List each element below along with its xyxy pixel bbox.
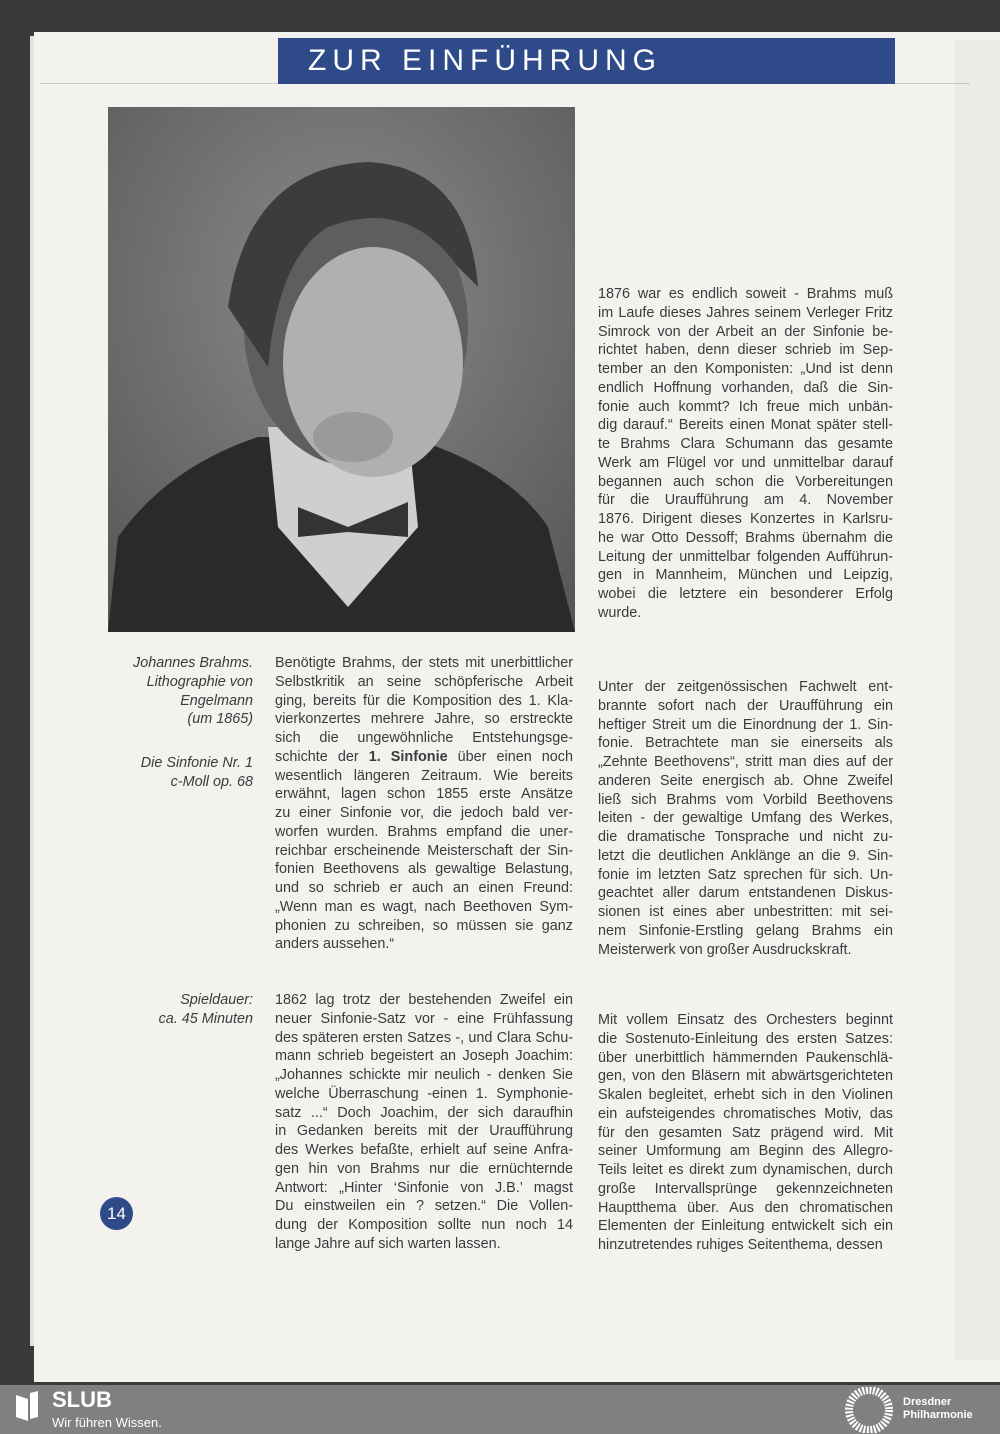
philharmonie-sun-icon (843, 1387, 895, 1433)
text-line: gen, von den Bläsern mit abwärtsgerichteten (598, 1068, 893, 1085)
text-segment: über einen noch (447, 748, 573, 765)
text-line: Meisterwerk von großer Ausdruckskraft. (598, 941, 852, 958)
page-number-badge: 14 (100, 1197, 133, 1230)
text-line: lange Jahre auf sich warten lassen. (275, 1235, 501, 1252)
photo-caption (100, 654, 253, 729)
text-line: die Sostenuto-Einleitung des ersten Satzes: (598, 1030, 893, 1047)
text-line: Mit vollem Einsatz des Orchesters beginnt (598, 1012, 893, 1028)
caption-line: (um 1865) (187, 711, 253, 728)
text-segment: vierkonzertes mehrere Jahre, so erstreckte (275, 711, 573, 728)
left-paragraph-2 (275, 991, 573, 1254)
text-line: geachtet aller darum entstandenen Diskus- (598, 885, 893, 902)
text-line (275, 767, 573, 786)
text-segment: ging, bereits für die Komposition des 1. Kla- (275, 692, 573, 709)
philharmonie-logo-text (903, 1396, 973, 1422)
text-segment: Benötigte Brahms, der stets mit unerbittlicher (275, 655, 573, 671)
text-line: leiten - der gewaltige Umfang des Werkes, (598, 810, 893, 827)
text-segment: fonien Beethovens als gewaltige Belastung, (275, 861, 573, 878)
duration-caption (100, 991, 253, 1029)
section-title: ZUR EINFÜHRUNG (278, 38, 895, 84)
text-line: fonie im letzten Satz sprechen für sich. Un- (598, 866, 893, 883)
text-line (275, 654, 573, 673)
partner-line: Philharmonie (903, 1409, 973, 1421)
text-line (275, 860, 573, 879)
text-line (275, 842, 573, 861)
work-caption (100, 754, 253, 792)
text-line: fonie. Betrachtete man sie einerseits als (598, 735, 893, 752)
text-segment: Selbstkritik an seine schöpferische Arbeit (275, 673, 573, 690)
text-line: für den gesamten Satz prägend wird. Mit (598, 1124, 893, 1141)
text-line: satz ...“ Doch Joachim, der sich daraufhin (275, 1104, 573, 1121)
text-segment: erwähnt, lagen schon 1855 erste Ansätze (275, 786, 573, 803)
text-line: „Johannes schickte mir neulich - denken Sie (275, 1067, 573, 1083)
text-line: dung der Komposition sollte nun noch 14 (275, 1217, 573, 1233)
text-line: he war Otto Dessoff; Brahms übernahm die (598, 529, 893, 546)
caption-line: Lithographie von (146, 673, 253, 690)
text-line: dig darauf.“ Bereits einen Monat später stell- (598, 417, 893, 434)
text-line (275, 935, 573, 954)
slub-logo-text: SLUB (52, 1387, 112, 1412)
text-segment: anders aussehen.“ (275, 936, 395, 953)
brahms-portrait-photo (108, 107, 575, 632)
text-line: die dramatische Tonsprache und nicht zu- (598, 829, 893, 845)
text-line: wurde. (598, 604, 642, 621)
text-line: des späteren ersten Satzes -, und Clara Schu- (275, 1029, 573, 1046)
text-line: Simrock von der Arbeit an der Sinfonie be- (598, 323, 893, 340)
right-paragraph-2 (598, 678, 893, 959)
text-line: des Werkes befaßte, erhielt auf seine Anfra- (275, 1142, 573, 1158)
text-line: wobei die letztere ein besonderer Erfolg (598, 586, 893, 602)
text-line: tember an den Komponisten: „Und ist denn (598, 361, 893, 377)
text-line: mann schrieb begeistert an Joseph Joachim: (275, 1048, 573, 1065)
slub-book-icon (14, 1391, 40, 1421)
text-line (275, 804, 573, 823)
text-line: neuer Sinfonie-Satz vor - eine Frühfassung (275, 1010, 573, 1027)
footer-bar (0, 1385, 1000, 1434)
partner-line: Dresdner (903, 1396, 952, 1408)
text-line: fonie auch kommt? Ich freue mich unbän- (598, 398, 893, 415)
text-segment: „Wenn man es wagt, nach Beethoven Sym- (275, 898, 573, 915)
text-line: große Intervallsprünge gekennzeichneten (598, 1180, 893, 1197)
text-line: in Gedanken bereits mit der Uraufführung (275, 1123, 573, 1140)
caption-line: Engelmann (180, 692, 253, 709)
text-segment: sich die ungewöhnliche Entstehungsge- (275, 730, 573, 746)
text-line (275, 785, 573, 804)
text-segment: zu einer Sinfonie vor, die jedoch bald ver- (275, 805, 573, 821)
text-line: Leitung der unmittelbar folgenden Aufführun- (598, 548, 893, 565)
text-line (275, 729, 573, 748)
text-line: brannte sofort nach der Uraufführung ein (598, 697, 893, 714)
text-line: seiner Umformung am Beginn des Allegro- (598, 1143, 893, 1160)
right-paragraph-3 (598, 1011, 893, 1255)
text-line: begannen auch schon die Vorbereitungen (598, 473, 893, 490)
text-line: 1876. Dirigent dieses Konzertes in Karlsru- (598, 511, 893, 527)
text-line: ließ sich Brahms vom Vorbild Beethovens (598, 791, 893, 808)
text-line: Du einstweilen ein ? setzen.“ Die Vollen- (275, 1198, 573, 1215)
text-segment: worfen wurden. Brahms empfand die uner- (275, 823, 573, 840)
left-paragraph-1 (275, 654, 573, 954)
text-line: 1876 war es endlich soweit - Brahms muß (598, 286, 893, 302)
text-line: sionen ist eines aber unbestritten: mit sei- (598, 904, 893, 920)
text-line (275, 898, 573, 917)
text-line (275, 673, 573, 692)
slub-tagline: Wir führen Wissen. (52, 1415, 162, 1430)
text-line: Werk am Flügel vor und unmittelbar darauf (598, 454, 893, 471)
caption-line: Johannes Brahms. (133, 655, 253, 671)
text-line: „Zehnte Beethovens“, stritt man dies auf der (598, 754, 893, 770)
text-line: 1862 lag trotz der bestehenden Zweifel ein (275, 992, 573, 1008)
text-line: richtet haben, denn dieser schrieb im Sep- (598, 342, 893, 359)
text-segment: wesentlich längeren Zeitraum. Wie bereits (275, 767, 573, 784)
caption-line: Spieldauer: (180, 992, 253, 1008)
caption-line: c-Moll op. 68 (170, 773, 253, 790)
text-line (275, 692, 573, 711)
text-segment: reichbar erscheinende Meisterschaft der Sin- (275, 842, 573, 859)
text-line (275, 710, 573, 729)
text-line: Elementen der Einleitung entwickelt sich ein (598, 1218, 893, 1235)
text-line: te Brahms Clara Schumann das gesamte (598, 436, 893, 452)
text-line: im Laufe dieses Jahres seinem Verleger Fritz (598, 304, 893, 321)
text-line: gen hin von Brahms nur die ernüchternde (275, 1160, 573, 1177)
text-line: Unter der zeitgenössischen Fachwelt ent- (598, 679, 893, 695)
text-line: letzt die deutlichen Anklänge an die 9. Sin- (598, 847, 893, 864)
text-line: ein aufsteigendes chromatisches Motiv, das (598, 1105, 893, 1122)
text-line: anderen Seite energisch ab. Ohne Zweifel (598, 772, 893, 789)
text-line: für die Uraufführung am 4. November (598, 492, 893, 509)
caption-line: Die Sinfonie Nr. 1 (140, 755, 253, 771)
text-segment: und so schrieb er auch an einen Freund: (275, 880, 573, 896)
text-segment: phonien zu schreiben, so müssen sie ganz (275, 917, 573, 934)
caption-line: ca. 45 Minuten (158, 1010, 253, 1027)
text-line: welche Überraschung -einen 1. Symphonie- (275, 1085, 573, 1102)
text-line: nem Sinfonie-Erstling gelang Brahms ein (598, 922, 893, 939)
text-line: endlich Hoffnung vorhanden, daß die Sin- (598, 379, 893, 396)
text-line: Antwort: „Hinter ‘Sinfonie von J.B.’ magst (275, 1179, 573, 1196)
bold-work-title: 1. Sinfonie (368, 748, 448, 765)
text-line (275, 823, 573, 842)
text-line: Teils leitet es direkt zum dynamischen, durch (598, 1162, 893, 1178)
facing-page-edge (955, 40, 1000, 1360)
text-line: hinzutretendes ruhiges Seitenthema, dessen (598, 1237, 883, 1253)
text-segment: schichte der (275, 748, 369, 765)
text-line (275, 879, 573, 898)
text-line: Skalen begleitet, erhebt sich in den Violinen (598, 1087, 893, 1103)
text-line: heftiger Streit um die Einordnung der 1. Sin- (598, 716, 893, 733)
text-line: Hauptthema über. Aus den chromatischen (598, 1199, 893, 1216)
right-paragraph-1 (598, 285, 893, 623)
text-line: gen in Mannheim, München und Leipzig, (598, 567, 893, 584)
text-line: über unerbittlich hämmernden Paukenschlä- (598, 1049, 893, 1066)
text-line (275, 748, 573, 767)
text-line (275, 917, 573, 936)
